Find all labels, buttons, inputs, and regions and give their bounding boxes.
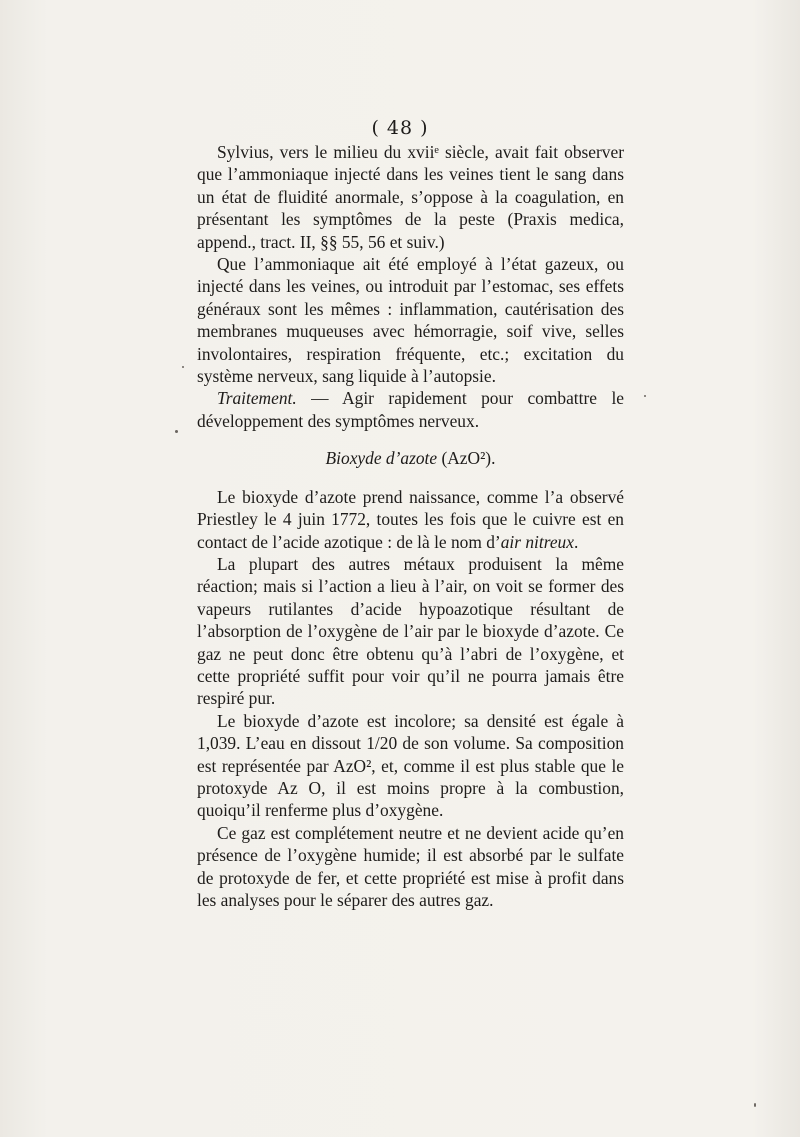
- paragraph-reaction: La plupart des autres métaux produisent la même réaction; mais si l’action a lieu à l’air, on voit se former des vapeurs rutilantes d’acide hypoazotique résultant de l’absorption de l’oxygène de l’air par le bioxyde d’azote. Ce gaz ne peut donc être obtenu qu’à l’abri de l’oxygène, et cette propriété suffit pour voir qu’il ne pourra jamais être respiré pur.: [197, 553, 624, 709]
- treatment-label: Traitement.: [217, 388, 297, 409]
- origin-text: Le bioxyde d’azote prend naissance, comme l’a observé Priestley le 4 juin 1772, toutes les fois que le cuivre est en contact de l’acide azotique : de là le nom d’: [197, 486, 624, 552]
- section-heading-title: Bioxyde d’azote: [325, 448, 438, 469]
- paragraph-neutral: Ce gaz est complétement neutre et ne devient acide qu’en présence de l’oxygène humide; il est absorbé par le sulfate de protoxyde de fer, et cette propriété est mise à profit dans les analyses pour le séparer des autres gaz.: [197, 822, 624, 910]
- paragraph-origin: [197, 486, 624, 553]
- origin-end: .: [573, 531, 579, 552]
- paper-speck: [754, 1103, 756, 1107]
- paper-speck: [175, 430, 178, 433]
- section-heading: [197, 447, 624, 469]
- paper-speck: [644, 395, 646, 397]
- paper-speck: [182, 366, 184, 368]
- paragraph-treatment: [197, 387, 624, 432]
- paragraph-sylvius: Sylvius, vers le milieu du xviiᵉ siècle, avait fait observer que l’ammoniaque injecté dans les veines tient le sang dans un état de fluidité anormale, s’oppose à la coagulation, en présentant les symptômes de la peste (Praxis medica, append., tract. II, §§ 55, 56 et suiv.): [197, 142, 624, 252]
- origin-italic-term: air nitreux: [500, 531, 574, 552]
- section-heading-formula: (AzO²).: [437, 448, 496, 469]
- paragraph-effects: Que l’ammoniaque ait été employé à l’état gazeux, ou injecté dans les veines, ou introduit par l’estomac, ses effets généraux sont les mêmes : inflammation, cautérisation des membranes muqueuses avec hémorragie, soif vive, selles involontaires, respiration fréquente, etc.; excitation du système nerveux, sang liquide à l’autopsie.: [197, 254, 624, 387]
- page-number: ( 48 ): [371, 117, 429, 139]
- treatment-text: — Agir rapidement pour combattre le développement des symptômes nerveux.: [197, 388, 624, 431]
- body-text: [197, 141, 624, 911]
- paragraph-properties: Le bioxyde d’azote est incolore; sa densité est égale à 1,039. L’eau en dissout 1/20 de son volume. Sa composition est représentée par AzO², et, comme il est plus stable que le protoxyde Az O, il est moins propre à la combustion, quoiqu’il renferme plus d’oxygène.: [197, 710, 624, 821]
